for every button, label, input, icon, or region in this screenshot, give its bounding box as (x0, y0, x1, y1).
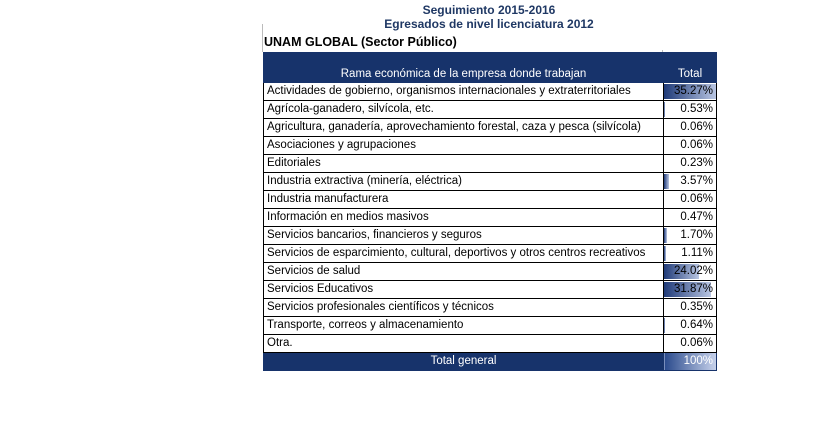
data-bar (664, 246, 666, 261)
row-label: Agrícola-ganadero, silvícola, etc. (264, 101, 664, 119)
row-value (664, 209, 717, 227)
table-row (264, 245, 717, 263)
row-value (664, 281, 717, 299)
row-value-text: 0.23% (680, 157, 713, 169)
row-value (664, 137, 717, 155)
sector-label: UNAM GLOBAL (Sector Público) (264, 35, 457, 49)
table-row (264, 83, 717, 101)
row-label: Servicios profesionales científicos y técnicos (264, 299, 664, 317)
row-value-text: 0.06% (680, 193, 713, 205)
report-title: Seguimiento 2015-2016 (422, 3, 556, 17)
row-label: Actividades de gobierno, organismos internacionales y extraterritoriales (264, 83, 664, 101)
row-value (664, 317, 717, 335)
row-value (664, 101, 717, 119)
table-row (264, 335, 717, 353)
data-bar (664, 174, 669, 189)
column-header-rama: Rama económica de la empresa donde trabajan (264, 53, 664, 83)
table-row (264, 155, 717, 173)
row-value (664, 299, 717, 317)
row-value (664, 191, 717, 209)
data-bar (664, 102, 665, 117)
row-value-text: 0.53% (680, 103, 713, 115)
row-label: Industria extractiva (minería, eléctrica) (264, 173, 664, 191)
row-label: Servicios Educativos (264, 281, 664, 299)
row-value (664, 155, 717, 173)
row-value-text: 35.27% (673, 85, 713, 97)
data-table (263, 52, 717, 371)
table-row (264, 119, 717, 137)
total-label: Total general (264, 353, 664, 371)
row-value-text: 0.06% (680, 337, 713, 349)
row-label: Transporte, correos y almacenamiento (264, 317, 664, 335)
row-value-text: 0.06% (680, 139, 713, 151)
total-value: 100% (664, 353, 717, 371)
table-row (264, 299, 717, 317)
row-value (664, 227, 717, 245)
table-row (264, 173, 717, 191)
row-label: Agricultura, ganadería, aprovechamiento forestal, caza y pesca (silvícola) (264, 119, 664, 137)
table-row (264, 191, 717, 209)
total-row (264, 353, 717, 371)
row-value-text: 31.87% (673, 283, 713, 295)
row-label: Servicios de esparcimiento, cultural, deportivos y otros centros recreativos (264, 245, 664, 263)
row-label: Servicios de salud (264, 263, 664, 281)
row-value-text: 0.35% (680, 301, 713, 313)
row-label: Editoriales (264, 155, 664, 173)
table-row (264, 317, 717, 335)
grid-line (262, 24, 263, 52)
row-value-text: 0.47% (680, 211, 713, 223)
row-value-text: 1.70% (680, 229, 713, 241)
row-label: Industria manufacturera (264, 191, 664, 209)
row-value-text: 3.57% (680, 175, 713, 187)
table-row (264, 137, 717, 155)
row-label: Servicios bancarios, financieros y seguros (264, 227, 664, 245)
row-value (664, 83, 717, 101)
row-value (664, 119, 717, 137)
row-value-text: 1.11% (681, 247, 713, 259)
table-row (264, 209, 717, 227)
data-bar (664, 318, 665, 333)
row-label: Asociaciones y agrupaciones (264, 137, 664, 155)
row-label: Información en medios masivos (264, 209, 664, 227)
report-subtitle: Egresados de nivel licenciatura 2012 (384, 17, 594, 31)
row-value (664, 245, 717, 263)
table-header-row (264, 53, 717, 83)
table-row (264, 281, 717, 299)
row-value-text: 24.02% (673, 265, 713, 277)
row-value (664, 335, 717, 353)
data-bar (664, 228, 667, 243)
row-value (664, 263, 717, 281)
table-row (264, 263, 717, 281)
row-label: Otra. (264, 335, 664, 353)
row-value-text: 0.06% (680, 121, 713, 133)
row-value (664, 173, 717, 191)
row-value-text: 0.64% (680, 319, 713, 331)
column-header-total: Total (664, 53, 717, 83)
table-row (264, 101, 717, 119)
table-row (264, 227, 717, 245)
